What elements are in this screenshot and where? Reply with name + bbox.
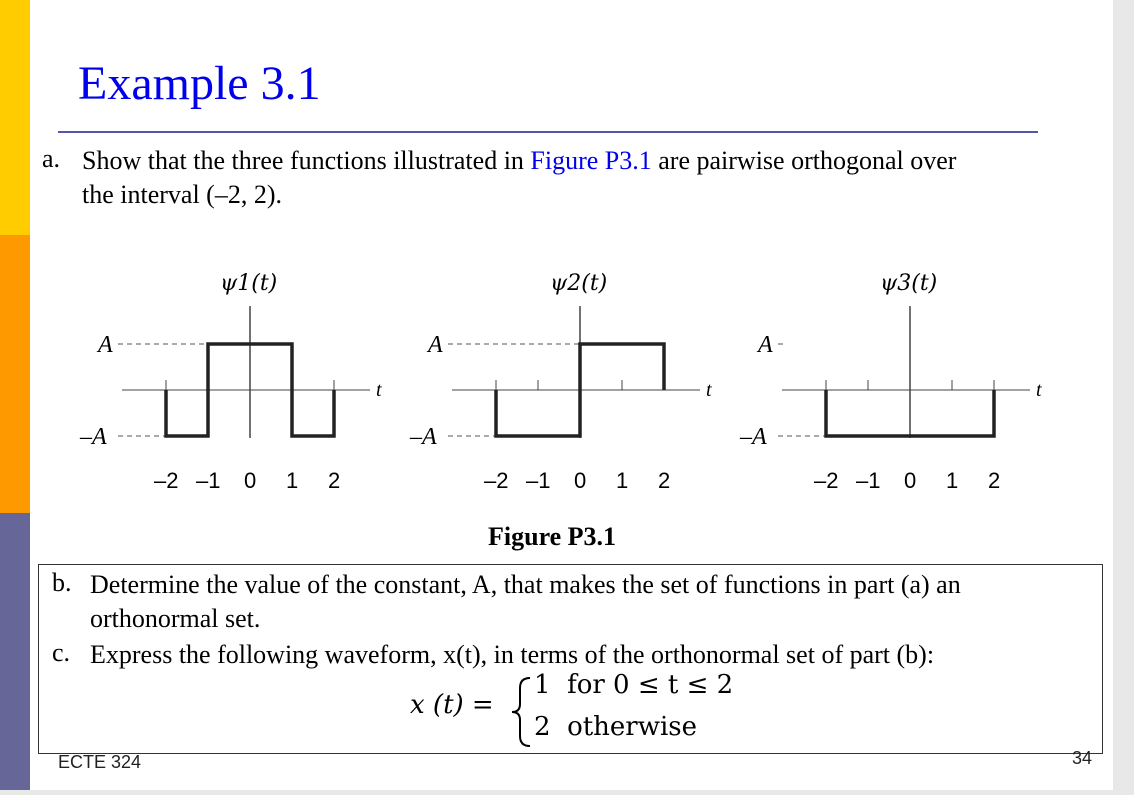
part-a-text-1: Show that the three functions illustrated in xyxy=(82,146,524,175)
tick-label: –2 xyxy=(484,468,509,493)
tick-label: –1 xyxy=(196,468,221,493)
title-divider xyxy=(58,131,1038,133)
accent-bar-orange xyxy=(0,235,30,513)
tick-label: 1 xyxy=(946,468,959,493)
part-a-text-2: are pairwise orthogonal over xyxy=(658,146,957,175)
accent-bar-yellow xyxy=(0,0,30,235)
panel-label: ψ1(t) xyxy=(220,271,278,296)
tick-label: –2 xyxy=(154,468,179,493)
part-b-marker: b. xyxy=(52,568,72,597)
tick-label: –1 xyxy=(856,468,881,493)
tick-label: 1 xyxy=(286,468,299,493)
tick-label: 0 xyxy=(574,468,587,493)
neg-amplitude-label: –A xyxy=(740,424,767,450)
neg-amplitude-label: –A xyxy=(410,424,437,450)
window-edge-bottom xyxy=(0,790,1134,795)
axis-t-label: t xyxy=(376,379,382,401)
slide-title: Example 3.1 xyxy=(78,57,321,110)
tick-label: 2 xyxy=(988,468,1001,493)
axis-t-label: t xyxy=(1036,379,1042,401)
waveform-panels xyxy=(79,271,1042,493)
neg-amplitude-label: –A xyxy=(80,424,107,450)
figure-p3-1 xyxy=(60,268,1060,508)
figure-link[interactable]: Figure P3.1 xyxy=(530,146,652,175)
part-b-line-2: orthonormal set. xyxy=(90,604,261,633)
part-a-marker: a. xyxy=(42,144,61,173)
panel-label: ψ2(t) xyxy=(550,271,608,296)
figure-caption: Figure P3.1 xyxy=(488,522,617,551)
equation-lhs: x (t) = xyxy=(410,690,494,720)
tick-label: 0 xyxy=(244,468,257,493)
tick-label: 2 xyxy=(658,468,671,493)
window-edge-right xyxy=(1113,0,1134,795)
part-c-text: Express the following waveform, x(t), in terms of the orthonormal set of part (b): xyxy=(90,640,935,669)
footer-course: ECTE 324 xyxy=(58,752,142,772)
panel-label: ψ3(t) xyxy=(880,271,938,296)
equation-case-1: 1 for 0 ≤ t ≤ 2 xyxy=(534,670,734,700)
tick-label: 2 xyxy=(328,468,341,493)
accent-bar-purple xyxy=(0,513,30,790)
equation-case-2: 2 otherwise xyxy=(534,712,698,742)
tick-label: –2 xyxy=(814,468,839,493)
amplitude-label: A xyxy=(98,332,113,358)
part-a-line-1 xyxy=(82,144,956,178)
amplitude-label: A xyxy=(428,332,443,358)
tick-label: 1 xyxy=(616,468,629,493)
part-c-marker: c. xyxy=(52,638,71,667)
axis-t-label: t xyxy=(706,379,712,401)
left-brace-icon xyxy=(510,676,534,748)
amplitude-label: A xyxy=(758,332,773,358)
part-b-line-1: Determine the value of the constant, A, that makes the set of functions in part (a) an xyxy=(90,570,961,599)
page-number: 34 xyxy=(1072,748,1093,768)
tick-label: 0 xyxy=(904,468,917,493)
tick-label: –1 xyxy=(526,468,551,493)
part-a-line-2: the interval (–2, 2). xyxy=(82,180,282,209)
